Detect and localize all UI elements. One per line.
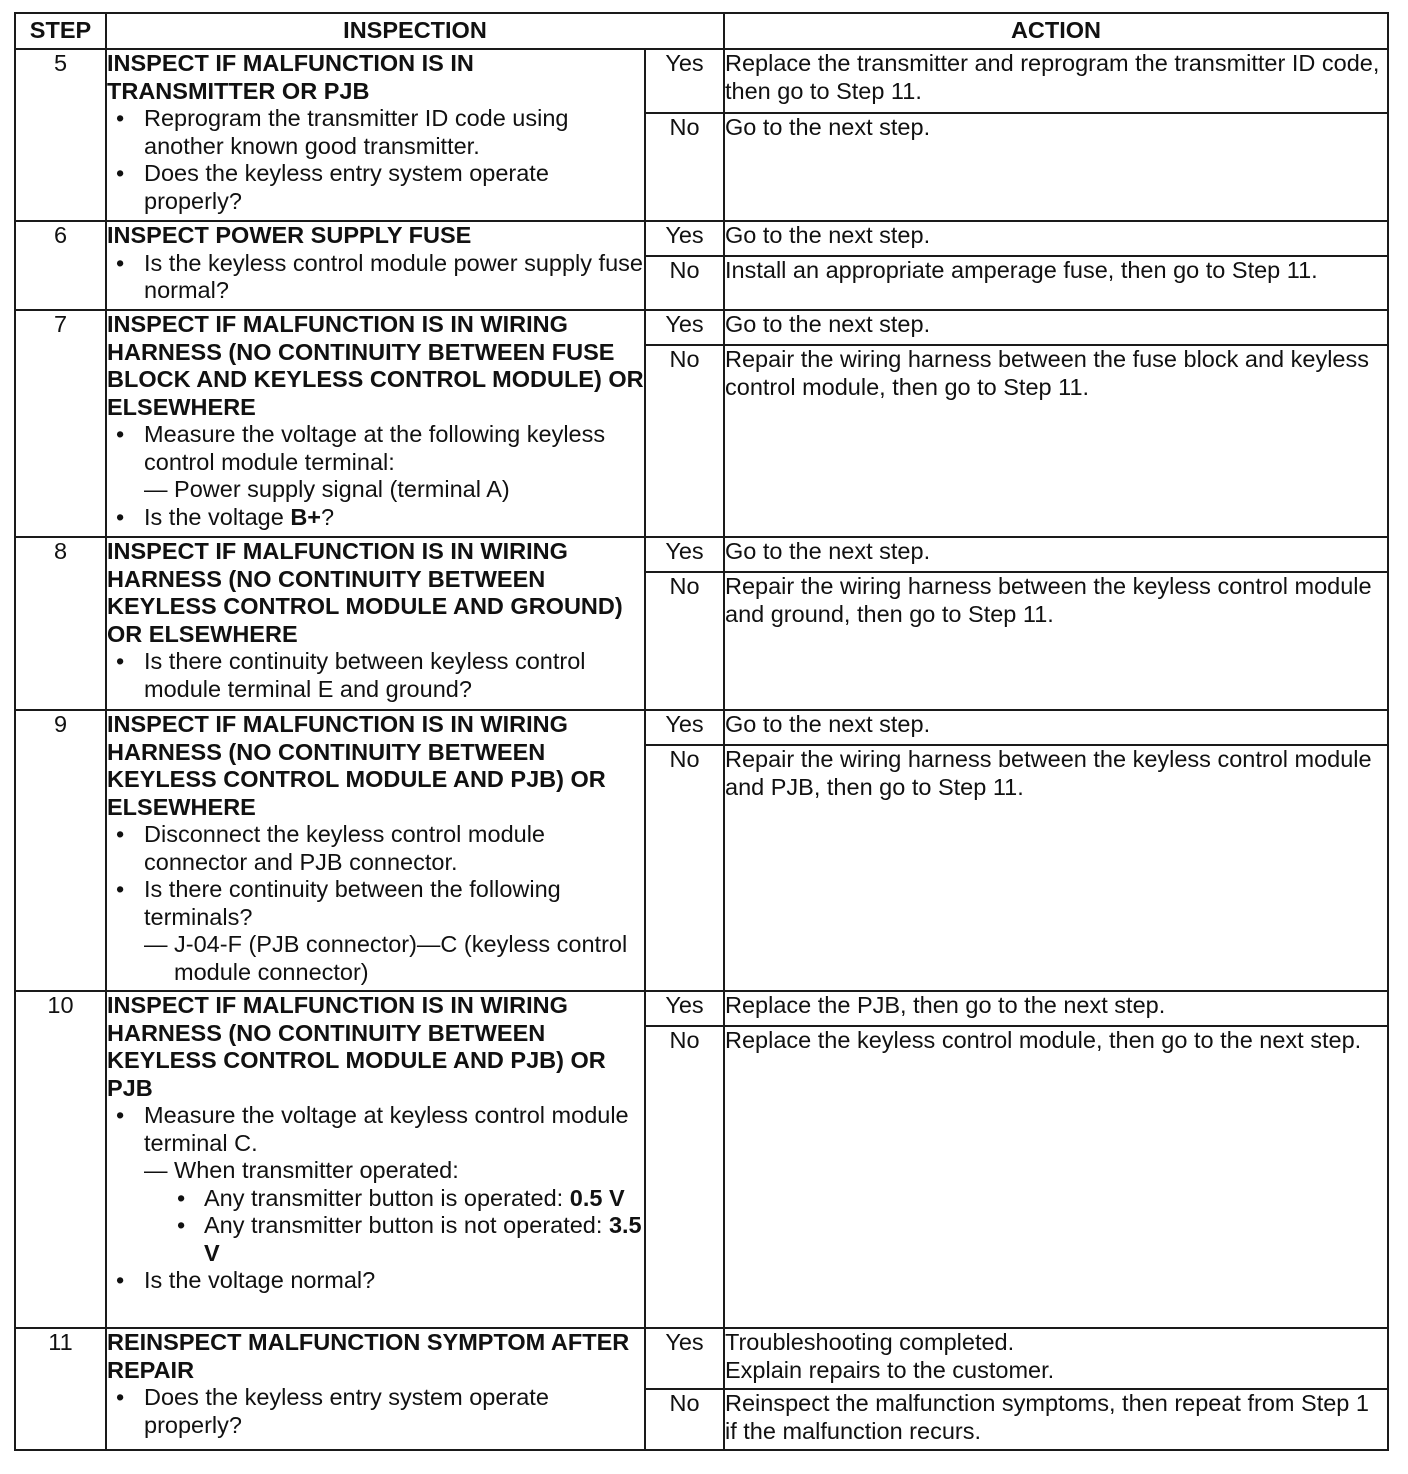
- yes-action: Go to the next step.: [724, 221, 1388, 256]
- step-9-yes-row: [15, 710, 1388, 745]
- inspection-bullet: [107, 876, 644, 986]
- bullet-text: Is there continuity between the following terminals?: [144, 876, 561, 930]
- inspection-bullet: • Is the keyless control module power supply fuse normal?: [107, 250, 644, 305]
- header-action: ACTION: [724, 13, 1388, 49]
- dash-item: — When transmitter operated:: [144, 1157, 459, 1183]
- no-label: No: [645, 1389, 724, 1450]
- sub-bullet-value: 0.5 V: [569, 1184, 625, 1211]
- inspection-cell: [106, 310, 645, 537]
- yes-action: Go to the next step.: [724, 537, 1388, 572]
- step-7-yes-row: [15, 310, 1388, 345]
- no-action: Repair the wiring harness between the fuse block and keyless control module, then go to Step 11.: [724, 345, 1388, 537]
- inspection-bullet: • Is the voltage normal?: [107, 1267, 644, 1295]
- no-label: No: [645, 1026, 724, 1328]
- dash-item: — J-04-F (PJB connector)—C (keyless control module connector): [144, 931, 628, 985]
- inspection-title: REINSPECT MALFUNCTION SYMPTOM AFTER REPAIR: [107, 1329, 630, 1383]
- header-row: [15, 13, 1388, 49]
- inspection-cell: [106, 221, 645, 310]
- inspection-title: INSPECT IF MALFUNCTION IS IN TRANSMITTER OR PJB: [107, 50, 474, 104]
- bullet-suffix: ?: [321, 503, 335, 530]
- no-label: No: [645, 345, 724, 537]
- no-label: No: [645, 745, 724, 991]
- bullet-text: Measure the voltage at the following keyless control module terminal:: [144, 421, 606, 475]
- yes-action: Replace the transmitter and reprogram the transmitter ID code, then go to Step 11.: [724, 49, 1388, 113]
- inspection-bullet: • Disconnect the keyless control module connector and PJB connector.: [107, 821, 644, 876]
- yes-action-2: Explain repairs to the customer.: [725, 1356, 1055, 1383]
- yes-label: Yes: [645, 49, 724, 113]
- no-action: Repair the wiring harness between the keyless control module and PJB, then go to Step 11.: [724, 745, 1388, 991]
- inspection-bullet: • Does the keyless entry system operate properly?: [107, 160, 644, 215]
- step-11-yes-row: [15, 1328, 1388, 1389]
- no-label: No: [645, 256, 724, 310]
- inspection-bullet: [107, 421, 644, 504]
- sub-bullet-text: Any transmitter button is not operated:: [204, 1212, 609, 1238]
- no-label: No: [645, 113, 724, 221]
- yes-label: Yes: [645, 310, 724, 345]
- voltage-value: B+: [290, 503, 322, 530]
- inspection-bullet: • Is there continuity between keyless control module terminal E and ground?: [107, 648, 644, 703]
- yes-label: Yes: [645, 1328, 724, 1389]
- no-label: No: [645, 572, 724, 710]
- header-inspection: INSPECTION: [106, 13, 724, 49]
- no-action: Reinspect the malfunction symptoms, then repeat from Step 1 if the malfunction recurs.: [724, 1389, 1388, 1450]
- yes-action: Troubleshooting completed.: [725, 1329, 1015, 1355]
- yes-action-cell: [724, 1328, 1388, 1389]
- sub-bullet: [174, 1212, 644, 1267]
- no-action: Install an appropriate amperage fuse, then go to Step 11.: [724, 256, 1388, 310]
- yes-label: Yes: [645, 221, 724, 256]
- no-action: Replace the keyless control module, then go to the next step.: [724, 1026, 1388, 1328]
- inspection-cell: [106, 710, 645, 991]
- inspection-cell: [106, 1328, 645, 1450]
- sub-bullet: [174, 1185, 644, 1213]
- step-number: 6: [15, 221, 106, 310]
- step-number: 10: [15, 991, 106, 1328]
- bullet-text: Measure the voltage at keyless control module terminal C.: [144, 1102, 629, 1156]
- inspection-cell: [106, 49, 645, 221]
- step-10-yes-row: [15, 991, 1388, 1026]
- sub-bullet-text: Any transmitter button is operated:: [204, 1184, 570, 1211]
- step-number: 11: [15, 1328, 106, 1450]
- inspection-bullet: [107, 504, 644, 532]
- dash-item: — Power supply signal (terminal A): [144, 476, 510, 502]
- inspection-title: INSPECT IF MALFUNCTION IS IN WIRING HARNESS (NO CONTINUITY BETWEEN KEYLESS CONTROL MODULE AND PJB) OR PJB: [107, 992, 606, 1101]
- inspection-title: INSPECT IF MALFUNCTION IS IN WIRING HARNESS (NO CONTINUITY BETWEEN FUSE BLOCK AND KEYLESS CONTROL MODULE) OR ELSEWHERE: [107, 311, 644, 420]
- inspection-bullet: • Does the keyless entry system operate properly?: [107, 1384, 644, 1439]
- step-number: 5: [15, 49, 106, 221]
- inspection-title: INSPECT IF MALFUNCTION IS IN WIRING HARNESS (NO CONTINUITY BETWEEN KEYLESS CONTROL MODULE AND PJB) OR ELSEWHERE: [107, 711, 606, 820]
- no-action: Go to the next step.: [724, 113, 1388, 221]
- inspection-cell: [106, 991, 645, 1328]
- bullet-text: Is the voltage: [144, 503, 291, 530]
- yes-label: Yes: [645, 991, 724, 1026]
- troubleshooting-table: [14, 12, 1389, 1451]
- inspection-cell: [106, 537, 645, 710]
- step-number: 8: [15, 537, 106, 710]
- inspection-bullet: • Reprogram the transmitter ID code using another known good transmitter.: [107, 105, 644, 160]
- inspection-title: INSPECT IF MALFUNCTION IS IN WIRING HARNESS (NO CONTINUITY BETWEEN KEYLESS CONTROL MODULE AND GROUND) OR ELSEWHERE: [107, 538, 623, 647]
- step-5-yes-row: [15, 49, 1388, 113]
- inspection-title: INSPECT POWER SUPPLY FUSE: [107, 222, 472, 248]
- yes-label: Yes: [645, 710, 724, 745]
- yes-action: Replace the PJB, then go to the next step.: [724, 991, 1388, 1026]
- step-number: 7: [15, 310, 106, 537]
- step-6-yes-row: [15, 221, 1388, 256]
- yes-label: Yes: [645, 537, 724, 572]
- step-number: 9: [15, 710, 106, 991]
- no-action: Repair the wiring harness between the keyless control module and ground, then go to Step 11.: [724, 572, 1388, 710]
- inspection-bullet: [107, 1102, 644, 1267]
- step-8-yes-row: [15, 537, 1388, 572]
- sub-bullet-value: 3.5 V: [204, 1212, 642, 1266]
- yes-action: Go to the next step.: [724, 310, 1388, 345]
- yes-action: Go to the next step.: [724, 710, 1388, 745]
- header-step: STEP: [15, 13, 106, 49]
